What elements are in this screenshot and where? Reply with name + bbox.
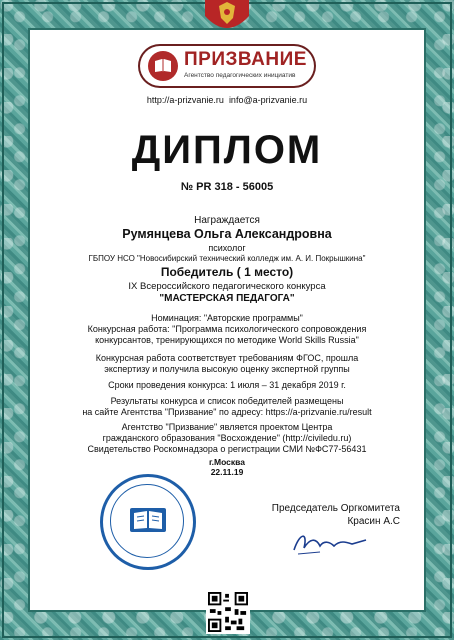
contest-label: IX Всероссийского педагогического конкурса	[128, 281, 326, 292]
work-line-1: Конкурсная работа: "Программа психологического сопровождения	[87, 324, 367, 334]
brand-name: ПРИЗВАНИЕ	[184, 49, 307, 70]
results-line-2: на сайте Агентства "Призвание" по адресу: https://a-prizvanie.ru/result	[82, 407, 372, 417]
brand-subtitle: Агентство педагогических инициатив	[184, 72, 296, 79]
place-label: Победитель ( 1 место)	[160, 265, 294, 279]
fgos-line-1: Конкурсная работа соответствует требованиям ФГОС, прошла	[95, 353, 359, 363]
work-line-2: конкурсантов, тренирующихся по методике World Skills Russia"	[95, 335, 359, 345]
emblem-icon	[197, 0, 257, 40]
agency-stamp	[100, 474, 196, 570]
recipient-organization: ГБПОУ НСО "Новосибирский технический колледж им. А. И. Покрышкина"	[88, 254, 366, 263]
qr-code-icon	[206, 590, 250, 634]
results-line-1: Результаты конкурса и список победителей размещены	[110, 396, 344, 406]
recipient-name: Румянцева Ольга Александровна	[122, 227, 332, 241]
contact-links	[0, 95, 454, 105]
chair-role: Председатель Оргкомитета	[271, 503, 400, 514]
recipient-position: психолог	[208, 243, 246, 253]
awarded-label: Награждается	[194, 215, 260, 226]
book-logo-icon	[148, 51, 178, 81]
site-link[interactable]: http://a-prizvanie.ru	[146, 95, 224, 105]
nomination: Номинация: "Авторские программы"	[151, 313, 303, 323]
email-link[interactable]: info@a-prizvanie.ru	[228, 95, 308, 105]
city: г.Москва	[208, 457, 246, 467]
project-line-3: Свидетельство Роскомнадзора о регистрации СМИ №ФС77-56431	[87, 444, 367, 454]
diploma-number: № PR 318 - 56005	[180, 181, 274, 193]
chair-name: Красин А.С	[347, 516, 400, 527]
brand-logo	[140, 46, 314, 86]
project-line-2: гражданского образования "Восхождение" (http://civiledu.ru)	[102, 433, 352, 443]
fgos-line-2: экспертизу и получила высокую оценку экспертной группы	[104, 364, 350, 374]
project-line-1: Агентство "Призвание" является проектом Центра	[121, 422, 333, 432]
open-book-icon	[130, 508, 166, 532]
contest-name: "МАСТЕРСКАЯ ПЕДАГОГА"	[159, 293, 295, 304]
diploma-title: ДИПЛОМ	[131, 128, 323, 172]
issue-date: 22.11.19	[210, 467, 244, 477]
handwritten-signature	[290, 528, 370, 558]
contest-dates: Сроки проведения конкурса: 1 июля – 31 декабря 2019 г.	[108, 380, 346, 390]
signature-block	[250, 502, 400, 528]
